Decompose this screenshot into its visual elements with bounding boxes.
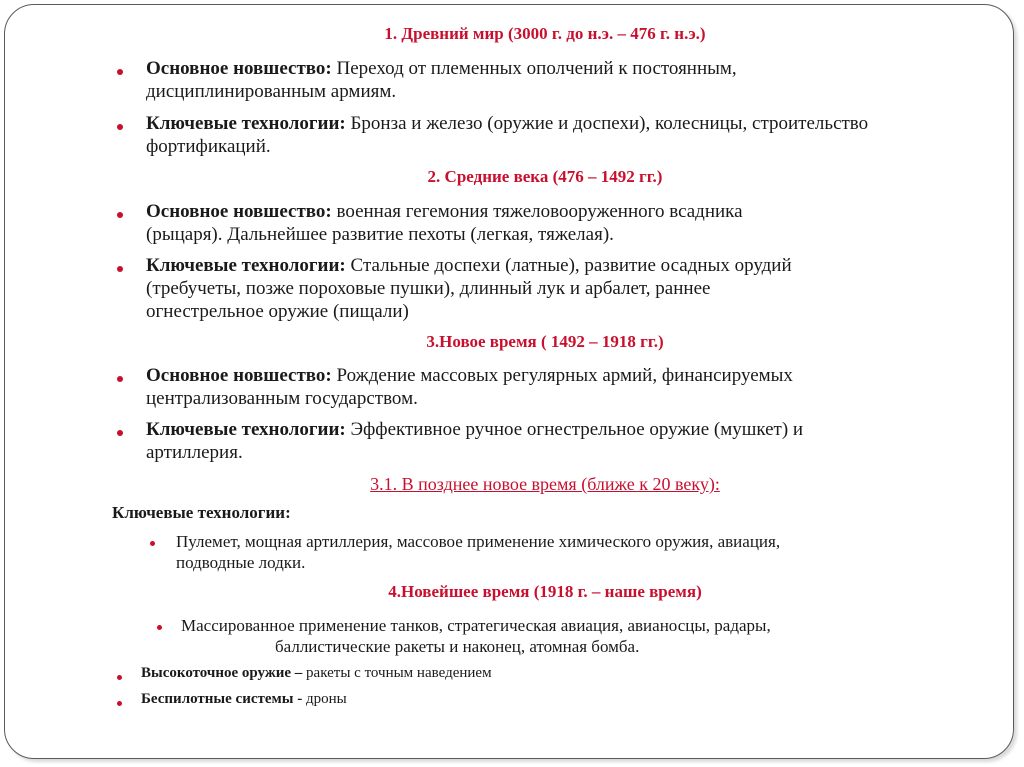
item-text: (требучеты, позже пороховые пушки), длинный лук и арбалет, раннее	[146, 278, 711, 299]
item-label: Беспилотные системы -	[141, 691, 303, 707]
item-text: Массированное применение танков, стратегическая авиация, авианосцы, радары,	[181, 616, 771, 635]
item-text: баллистические ракеты и наконец, атомная бомба.	[275, 637, 640, 656]
section-heading-ancient: 1. Древний мир (3000 г. до н.э. – 476 г. н.э.)	[384, 24, 706, 43]
item-text: Бронза и железо (оружие и доспехи), колесницы, строительство	[350, 113, 869, 134]
unmanned-systems	[141, 691, 347, 708]
item-text: дисциплинированным армиям.	[146, 81, 397, 102]
bullet-icon	[157, 625, 162, 630]
bullet-icon	[117, 266, 123, 272]
item-label: Ключевые технологии:	[146, 419, 346, 440]
item-text: Эффективное ручное огнестрельное оружие (мушкет) и	[350, 419, 804, 440]
item-text: дроны	[305, 691, 347, 707]
modern-innovation	[146, 365, 793, 387]
ancient-innovation	[146, 58, 737, 80]
modern-technologies	[146, 419, 803, 441]
item-label: Основное новшество:	[146, 365, 332, 386]
bullet-icon	[117, 69, 123, 75]
bullet-icon	[150, 541, 155, 546]
item-text: Пулемет, мощная артиллерия, массовое применение химического оружия, авиация,	[176, 532, 781, 551]
item-label: Основное новшество:	[146, 58, 332, 79]
item-text: огнестрельное оружие (пищали)	[146, 301, 409, 322]
item-label: Высокоточное оружие –	[141, 665, 303, 681]
bullet-icon	[117, 675, 122, 680]
item-label: Ключевые технологии:	[146, 255, 346, 276]
bullet-icon	[117, 376, 123, 382]
item-text: Рождение массовых регулярных армий, финансируемых	[336, 365, 793, 386]
item-text: военная гегемония тяжеловооруженного всадника	[336, 201, 743, 222]
bullet-icon	[117, 430, 123, 436]
item-text: Стальные доспехи (латные), развитие осадных орудий	[350, 255, 792, 276]
middle-ages-technologies	[146, 255, 792, 277]
item-text: артиллерия.	[146, 442, 243, 463]
item-text: ракеты с точным наведением	[306, 665, 492, 681]
item-text: подводные лодки.	[176, 553, 306, 572]
ancient-technologies	[146, 113, 868, 135]
section-heading-contemporary: 4.Новейшее время (1918 г. – наше время)	[388, 582, 702, 601]
item-text: централизованным государством.	[146, 388, 418, 409]
precision-weapons	[141, 665, 492, 682]
subheading-key-technologies: Ключевые технологии:	[112, 503, 291, 522]
section-heading-middle-ages: 2. Средние века (476 – 1492 гг.)	[427, 167, 663, 186]
item-label: Основное новшество:	[146, 201, 332, 222]
section-heading-late-modern: 3.1. В позднее новое время (ближе к 20 веку):	[370, 474, 720, 494]
item-label: Ключевые технологии:	[146, 113, 346, 134]
item-text: фортификаций.	[146, 136, 271, 157]
section-heading-modern: 3.Новое время ( 1492 – 1918 гг.)	[426, 332, 664, 351]
bullet-icon	[117, 701, 122, 706]
middle-ages-innovation	[146, 201, 743, 223]
bullet-icon	[117, 212, 123, 218]
item-text: (рыцаря). Дальнейшее развитие пехоты (легкая, тяжелая).	[146, 224, 614, 245]
bullet-icon	[117, 124, 123, 130]
item-text: Переход от племенных ополчений к постоянным,	[336, 58, 737, 79]
